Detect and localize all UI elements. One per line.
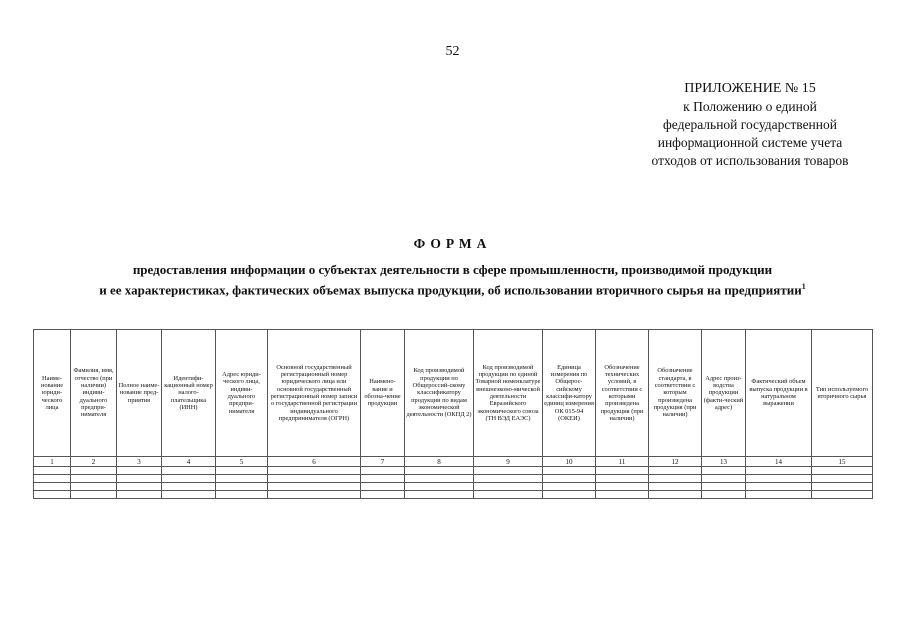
- table-cell[interactable]: [596, 475, 649, 483]
- table-cell[interactable]: [543, 467, 596, 475]
- table-cell[interactable]: [216, 467, 268, 475]
- header-cell: Код производимой продукции по единой Товарной номенклатуре внешнеэконо-мической деятельности Евразийского экономического союза (ТН ВЭД ЕАЭС): [474, 330, 543, 457]
- footnote-mark: 1: [801, 282, 806, 291]
- form-subtitle: [0, 261, 905, 298]
- form-subtitle-line-2-text: и ее характеристиках, фактических объемах выпуска продукции, об использовании вторичного сырья на предприятии: [99, 282, 802, 298]
- appendix-line: отходов от использования товаров: [651, 153, 849, 168]
- table-cell[interactable]: [268, 467, 361, 475]
- table-cell[interactable]: [405, 475, 474, 483]
- table-cell[interactable]: [405, 467, 474, 475]
- table-cell[interactable]: [268, 475, 361, 483]
- table-cell[interactable]: [746, 491, 812, 499]
- table-row: [34, 491, 873, 499]
- table-cell[interactable]: [596, 483, 649, 491]
- header-cell: Адрес произ-водства продукции (факти-ческий адрес): [702, 330, 746, 457]
- header-cell: Обозначение технических условий, в соответствии с которыми произведена продукция (при наличии): [596, 330, 649, 457]
- table-cell[interactable]: [702, 467, 746, 475]
- table-cell[interactable]: [71, 483, 117, 491]
- table-cell[interactable]: [702, 491, 746, 499]
- form-subtitle-line-1: предоставления информации о субъектах деятельности в сфере промышленности, производимой продукции: [132, 262, 773, 277]
- form-subtitle-line-2: [0, 278, 905, 298]
- table-cell[interactable]: [162, 467, 216, 475]
- form-table: [33, 329, 873, 499]
- header-cell: Идентифи-кационный номер налого-плательщика (ИНН): [162, 330, 216, 457]
- table-cell[interactable]: [474, 491, 543, 499]
- table-cell[interactable]: [812, 491, 873, 499]
- appendix-line: к Положению о единой: [683, 99, 817, 114]
- table-cell[interactable]: [812, 483, 873, 491]
- header-cell: Тип используемого вторичного сырья: [812, 330, 873, 457]
- table-header-row: [34, 330, 873, 457]
- form-title: ФОРМА: [413, 236, 492, 251]
- table-cell[interactable]: [361, 491, 405, 499]
- table-cell[interactable]: [649, 483, 702, 491]
- table-cell[interactable]: [543, 475, 596, 483]
- table-cell[interactable]: [34, 475, 71, 483]
- table-row: [34, 483, 873, 491]
- column-number: 6: [268, 457, 361, 467]
- table-cell[interactable]: [162, 483, 216, 491]
- table-cell[interactable]: [746, 475, 812, 483]
- column-number: 12: [649, 457, 702, 467]
- column-number: 15: [812, 457, 873, 467]
- table-cell[interactable]: [34, 483, 71, 491]
- column-number: 3: [117, 457, 162, 467]
- table-cell[interactable]: [543, 491, 596, 499]
- header-cell: Единица измерения по Общерос-сийскому классифи-катору единиц измерения ОК 015-94 (ОКЕИ): [543, 330, 596, 457]
- header-cell: Полное наиме-нование пред-приятия: [117, 330, 162, 457]
- header-cell: Адрес юриди-ческого лица, индиви-дуального предпри-нимателя: [216, 330, 268, 457]
- table-cell[interactable]: [71, 491, 117, 499]
- appendix-line: федеральной государственной: [663, 117, 837, 132]
- table-cell[interactable]: [117, 467, 162, 475]
- header-cell: Обозначение стандарта, в соответствии с которым произведена продукция (при наличии): [649, 330, 702, 457]
- column-number: 11: [596, 457, 649, 467]
- column-number: 9: [474, 457, 543, 467]
- table-cell[interactable]: [216, 475, 268, 483]
- table-cell[interactable]: [649, 467, 702, 475]
- table-cell[interactable]: [596, 491, 649, 499]
- table-cell[interactable]: [268, 483, 361, 491]
- table-cell[interactable]: [268, 491, 361, 499]
- column-number: 13: [702, 457, 746, 467]
- table-cell[interactable]: [746, 467, 812, 475]
- table-cell[interactable]: [405, 491, 474, 499]
- table-cell[interactable]: [702, 483, 746, 491]
- column-number: 2: [71, 457, 117, 467]
- table-cell[interactable]: [361, 483, 405, 491]
- header-cell: Наиме-нование юриди-ческого лица: [34, 330, 71, 457]
- table-cell[interactable]: [812, 467, 873, 475]
- column-number: 14: [746, 457, 812, 467]
- table-row: [34, 475, 873, 483]
- header-cell: Основной государственный регистрационный номер юридического лица или основной государственный регистрационный номер записи о государственной регистрации индивидуального предпринимателя (ОГРН): [268, 330, 361, 457]
- table-cell[interactable]: [34, 467, 71, 475]
- header-cell: Код производимой продукции по Общероссий-скому классификатору продукции по видам экономической деятельности (ОКПД 2): [405, 330, 474, 457]
- appendix-block: [600, 80, 900, 170]
- table-cell[interactable]: [649, 491, 702, 499]
- appendix-title: ПРИЛОЖЕНИЕ № 15: [684, 81, 816, 96]
- table-cell[interactable]: [162, 475, 216, 483]
- table-cell[interactable]: [71, 467, 117, 475]
- table-cell[interactable]: [812, 475, 873, 483]
- table-cell[interactable]: [474, 483, 543, 491]
- header-cell: Фактический объем выпуска продукции в натуральном выражении: [746, 330, 812, 457]
- column-number: 10: [543, 457, 596, 467]
- table-cell[interactable]: [117, 475, 162, 483]
- table-cell[interactable]: [746, 483, 812, 491]
- table-row: [34, 467, 873, 475]
- table-cell[interactable]: [117, 491, 162, 499]
- column-number-row: [34, 457, 873, 467]
- appendix-line: информационной системе учета: [657, 135, 843, 150]
- table-cell[interactable]: [649, 475, 702, 483]
- column-number: 1: [34, 457, 71, 467]
- table-cell[interactable]: [34, 491, 71, 499]
- table-cell[interactable]: [405, 483, 474, 491]
- header-cell: Наимено-вание и обозна-чение продукции: [361, 330, 405, 457]
- table-cell[interactable]: [117, 483, 162, 491]
- table-cell[interactable]: [702, 475, 746, 483]
- table-cell[interactable]: [361, 467, 405, 475]
- table-cell[interactable]: [216, 483, 268, 491]
- table-cell[interactable]: [216, 491, 268, 499]
- header-cell: Фамилия, имя, отчество (при наличии) индиви-дуального предпри-нимателя: [71, 330, 117, 457]
- table-cell[interactable]: [71, 475, 117, 483]
- table-cell[interactable]: [361, 475, 405, 483]
- column-number: 8: [405, 457, 474, 467]
- column-number: 7: [361, 457, 405, 467]
- table-cell[interactable]: [162, 491, 216, 499]
- column-number: 4: [162, 457, 216, 467]
- table-cell[interactable]: [596, 467, 649, 475]
- page-number: 52: [445, 44, 460, 59]
- table-cell[interactable]: [474, 467, 543, 475]
- table-cell[interactable]: [474, 475, 543, 483]
- table-cell[interactable]: [543, 483, 596, 491]
- column-number: 5: [216, 457, 268, 467]
